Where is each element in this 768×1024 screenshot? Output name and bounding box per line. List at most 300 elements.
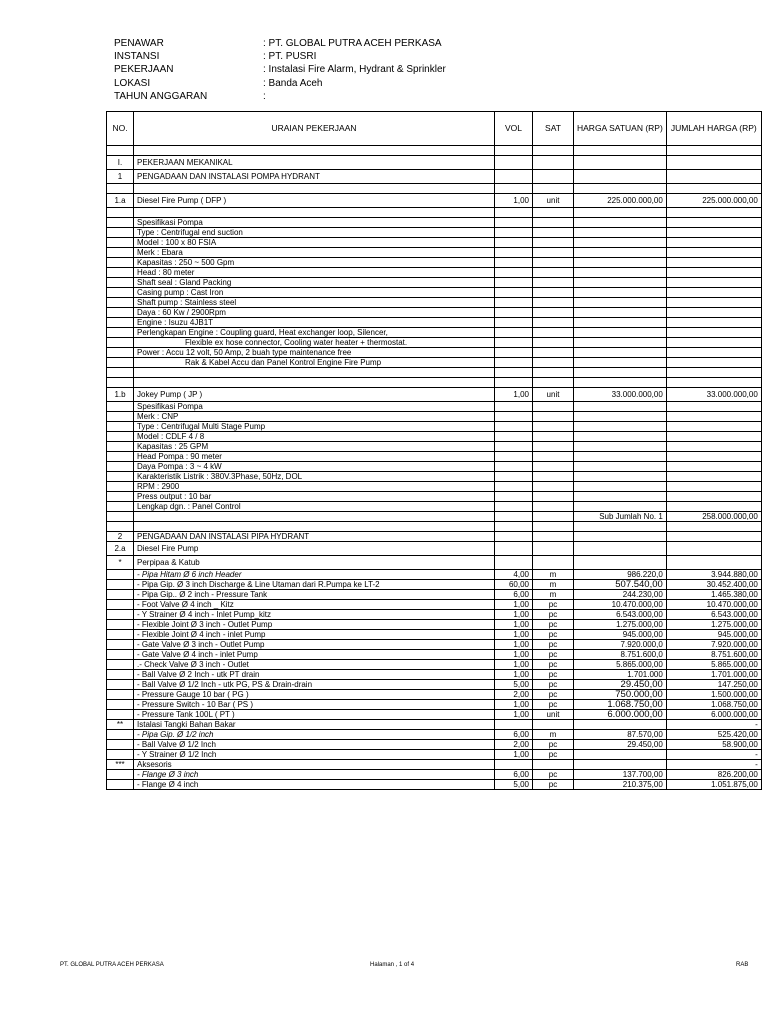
footer-company: PT. GLOBAL PUTRA ACEH PERKASA — [60, 962, 164, 968]
cell-sat — [533, 156, 574, 170]
cell-jumlah — [666, 156, 761, 170]
cell-vol: 5,00 — [495, 780, 533, 790]
column-header-jumlah: JUMLAH HARGA (RP) — [666, 112, 761, 146]
cell-harga: 750.000,00 — [574, 690, 667, 700]
table-row — [107, 610, 762, 620]
cell-uraian: Perlengkapan Engine : Coupling guard, Heat exchanger loop, Silencer, — [134, 328, 495, 338]
table-row — [107, 318, 762, 328]
cell-no — [107, 298, 134, 308]
cell-no — [107, 358, 134, 368]
cell-uraian: - Gate Valve Ø 3 inch - Outlet Pump — [134, 640, 495, 650]
cell-no — [107, 402, 134, 412]
footer-page-number: Halaman , 1 of 4 — [370, 962, 415, 968]
table-row — [107, 640, 762, 650]
cell-vol: 1,00 — [495, 388, 533, 402]
table-row — [107, 422, 762, 432]
cell-sat: unit — [533, 388, 574, 402]
cell-vol — [495, 522, 533, 532]
cell-sat — [533, 318, 574, 328]
table-row — [107, 670, 762, 680]
table-row — [107, 170, 762, 184]
table-row — [107, 700, 762, 710]
cell-sat — [533, 422, 574, 432]
table-row — [107, 258, 762, 268]
cell-no — [107, 184, 134, 194]
cell-sat: pc — [533, 780, 574, 790]
cell-harga: 29.450,00 — [574, 680, 667, 690]
cell-sat: pc — [533, 770, 574, 780]
cell-uraian: Daya : 60 Kw / 2900Rpm — [134, 308, 495, 318]
cell-vol — [495, 378, 533, 388]
cell-vol: 6,00 — [495, 590, 533, 600]
cell-jumlah — [666, 482, 761, 492]
cell-jumlah: 7.920.000,00 — [666, 640, 761, 650]
cell-vol — [495, 308, 533, 318]
cell-sat: pc — [533, 750, 574, 760]
table-row — [107, 184, 762, 194]
cell-vol — [495, 338, 533, 348]
cell-vol: 1,00 — [495, 650, 533, 660]
cell-harga — [574, 402, 667, 412]
table-row — [107, 432, 762, 442]
cell-no — [107, 710, 134, 720]
cell-vol: 1,00 — [495, 610, 533, 620]
table-row — [107, 378, 762, 388]
cell-sat — [533, 348, 574, 358]
cell-sat — [533, 442, 574, 452]
table-row — [107, 630, 762, 640]
cell-no — [107, 680, 134, 690]
cell-jumlah — [666, 338, 761, 348]
cell-vol — [495, 482, 533, 492]
cell-uraian: Flexible ex hose connector, Cooling water heater + thermostat. — [134, 338, 495, 348]
cell-jumlah — [666, 412, 761, 422]
cell-no — [107, 218, 134, 228]
cell-no: * — [107, 556, 134, 570]
cell-sat — [533, 532, 574, 542]
header-label: LOKASI — [114, 77, 151, 89]
table-row — [107, 502, 762, 512]
cell-no — [107, 630, 134, 640]
cell-uraian: - Pipa Hitam Ø 6 inch Header — [134, 570, 495, 580]
cell-sat: pc — [533, 740, 574, 750]
cell-harga — [574, 472, 667, 482]
cell-jumlah — [666, 502, 761, 512]
table-body — [107, 146, 762, 790]
cell-jumlah: 6.000.000,00 — [666, 710, 761, 720]
cell-sat — [533, 720, 574, 730]
cell-sat: pc — [533, 640, 574, 650]
cell-jumlah — [666, 402, 761, 412]
cell-jumlah: 147.250,00 — [666, 680, 761, 690]
cell-harga — [574, 218, 667, 228]
cell-no — [107, 146, 134, 156]
cell-vol — [495, 720, 533, 730]
cell-no — [107, 248, 134, 258]
cell-uraian: - Y Strainer Ø 4 inch - Inlet Pump_kitz — [134, 610, 495, 620]
cell-jumlah — [666, 422, 761, 432]
table-row — [107, 522, 762, 532]
cell-sat: m — [533, 730, 574, 740]
cell-uraian: Spesifikasi Pompa — [134, 218, 495, 228]
cell-vol — [495, 412, 533, 422]
cell-harga: 87.570,00 — [574, 730, 667, 740]
cell-jumlah — [666, 248, 761, 258]
cell-uraian: Aksesoris — [134, 760, 495, 770]
cell-vol: 1,00 — [495, 630, 533, 640]
cell-harga: 1.275.000,00 — [574, 620, 667, 630]
table-row — [107, 720, 762, 730]
cell-sat — [533, 482, 574, 492]
cell-harga — [574, 760, 667, 770]
cell-no: ** — [107, 720, 134, 730]
cell-sat — [533, 358, 574, 368]
cell-sat — [533, 298, 574, 308]
cell-no — [107, 770, 134, 780]
cell-sat — [533, 402, 574, 412]
cell-vol — [495, 348, 533, 358]
cell-vol: 6,00 — [495, 770, 533, 780]
cell-no — [107, 482, 134, 492]
rab-table — [106, 111, 762, 790]
cell-vol — [495, 208, 533, 218]
header-value: : PT. PUSRI — [263, 51, 317, 63]
cell-harga — [574, 170, 667, 184]
table-row — [107, 760, 762, 770]
cell-jumlah — [666, 522, 761, 532]
cell-sat: pc — [533, 680, 574, 690]
cell-sat — [533, 308, 574, 318]
cell-no — [107, 502, 134, 512]
header-value: : Banda Aceh — [263, 77, 323, 89]
cell-sat — [533, 452, 574, 462]
cell-vol: 5,00 — [495, 680, 533, 690]
table-row — [107, 268, 762, 278]
cell-no: 2.a — [107, 542, 134, 556]
cell-harga — [574, 258, 667, 268]
cell-uraian: .- Check Valve Ø 3 inch - Outlet — [134, 660, 495, 670]
table-row — [107, 368, 762, 378]
cell-uraian: PEKERJAAN MEKANIKAL — [134, 156, 495, 170]
cell-no — [107, 462, 134, 472]
cell-vol — [495, 156, 533, 170]
cell-jumlah: 1.701.000,00 — [666, 670, 761, 680]
cell-sat — [533, 208, 574, 218]
cell-no — [107, 348, 134, 358]
cell-uraian: - Y Strainer Ø 1/2 Inch — [134, 750, 495, 760]
cell-no — [107, 660, 134, 670]
table-row — [107, 620, 762, 630]
cell-uraian: Casing pump : Cast Iron — [134, 288, 495, 298]
cell-sat: pc — [533, 600, 574, 610]
cell-sat — [533, 412, 574, 422]
table-row — [107, 780, 762, 790]
cell-uraian: Type : Centrifugal Multi Stage Pump — [134, 422, 495, 432]
cell-jumlah — [666, 432, 761, 442]
cell-uraian: Press output : 10 bar — [134, 492, 495, 502]
table-row — [107, 156, 762, 170]
cell-no — [107, 750, 134, 760]
cell-harga: 6.543.000,00 — [574, 610, 667, 620]
cell-uraian: Kapasitas : 25 GPM — [134, 442, 495, 452]
cell-harga — [574, 184, 667, 194]
cell-harga — [574, 318, 667, 328]
cell-harga — [574, 348, 667, 358]
cell-jumlah — [666, 238, 761, 248]
table-row — [107, 740, 762, 750]
cell-no: 1.b — [107, 388, 134, 402]
cell-sat — [533, 492, 574, 502]
table-row — [107, 278, 762, 288]
cell-harga — [574, 208, 667, 218]
cell-vol: 2,00 — [495, 740, 533, 750]
cell-no — [107, 690, 134, 700]
cell-no — [107, 610, 134, 620]
cell-vol: 1,00 — [495, 600, 533, 610]
cell-sat — [533, 542, 574, 556]
cell-harga: 945.000,00 — [574, 630, 667, 640]
cell-vol: 1,00 — [495, 660, 533, 670]
document-header — [114, 37, 446, 103]
cell-no — [107, 650, 134, 660]
table-row — [107, 492, 762, 502]
cell-uraian: - Ball Valve Ø 2 Inch - utk PT drain — [134, 670, 495, 680]
cell-harga — [574, 328, 667, 338]
cell-uraian: Kapasitas : 250 ~ 500 Gpm — [134, 258, 495, 268]
cell-uraian: PENGADAAN DAN INSTALASI POMPA HYDRANT — [134, 170, 495, 184]
cell-vol: 2,00 — [495, 690, 533, 700]
cell-harga — [574, 556, 667, 570]
cell-jumlah: 525.420,00 — [666, 730, 761, 740]
cell-harga — [574, 308, 667, 318]
cell-sat — [533, 228, 574, 238]
cell-no — [107, 640, 134, 650]
table-row — [107, 660, 762, 670]
cell-uraian: - Pressure Tank 100L ( PT ) — [134, 710, 495, 720]
table-row — [107, 348, 762, 358]
cell-vol — [495, 248, 533, 258]
cell-no — [107, 700, 134, 710]
cell-harga — [574, 542, 667, 556]
cell-no — [107, 730, 134, 740]
cell-uraian: - Foot Valve Ø 4 inch _ Kitz — [134, 600, 495, 610]
cell-harga — [574, 492, 667, 502]
cell-vol: 1,00 — [495, 670, 533, 680]
cell-uraian: - Pressure Switch - 10 Bar ( PS ) — [134, 700, 495, 710]
cell-no — [107, 228, 134, 238]
cell-harga: 210.375,00 — [574, 780, 667, 790]
cell-sat: pc — [533, 660, 574, 670]
cell-jumlah: 826.200,00 — [666, 770, 761, 780]
cell-sat: pc — [533, 650, 574, 660]
cell-jumlah — [666, 492, 761, 502]
cell-harga: 33.000.000,00 — [574, 388, 667, 402]
cell-sat: m — [533, 570, 574, 580]
table-row — [107, 298, 762, 308]
cell-jumlah — [666, 542, 761, 556]
cell-jumlah: 8.751.600,00 — [666, 650, 761, 660]
table-row — [107, 650, 762, 660]
header-label: TAHUN ANGGARAN — [114, 90, 208, 102]
cell-uraian: Type : Centrifugal end suction — [134, 228, 495, 238]
cell-no — [107, 590, 134, 600]
table-row — [107, 218, 762, 228]
cell-jumlah — [666, 452, 761, 462]
cell-uraian: Diesel Fire Pump — [134, 542, 495, 556]
cell-sat: m — [533, 590, 574, 600]
cell-vol — [495, 422, 533, 432]
cell-jumlah: - — [666, 720, 761, 730]
table-row — [107, 288, 762, 298]
cell-no — [107, 522, 134, 532]
cell-harga — [574, 750, 667, 760]
cell-no — [107, 670, 134, 680]
cell-uraian: Spesifikasi Pompa — [134, 402, 495, 412]
cell-jumlah — [666, 462, 761, 472]
cell-uraian: Jokey Pump ( JP ) — [134, 388, 495, 402]
cell-jumlah — [666, 228, 761, 238]
table-row — [107, 194, 762, 208]
cell-harga — [574, 422, 667, 432]
cell-harga: 1.068.750,00 — [574, 700, 667, 710]
cell-vol — [495, 318, 533, 328]
cell-sat: unit — [533, 194, 574, 208]
table-row — [107, 556, 762, 570]
cell-uraian — [134, 522, 495, 532]
table-row — [107, 452, 762, 462]
cell-vol — [495, 556, 533, 570]
cell-uraian: Diesel Fire Pump ( DFP ) — [134, 194, 495, 208]
cell-jumlah: 3.944.880,00 — [666, 570, 761, 580]
cell-no — [107, 422, 134, 432]
cell-jumlah: 1.051.875,00 — [666, 780, 761, 790]
cell-jumlah: 1.068.750,00 — [666, 700, 761, 710]
cell-uraian: Head : 80 meter — [134, 268, 495, 278]
table-row — [107, 358, 762, 368]
cell-harga: Sub Jumlah No. 1 — [574, 512, 667, 522]
cell-harga — [574, 720, 667, 730]
cell-vol — [495, 268, 533, 278]
cell-vol — [495, 328, 533, 338]
table-row — [107, 532, 762, 542]
cell-jumlah — [666, 348, 761, 358]
cell-jumlah: 58.900,00 — [666, 740, 761, 750]
cell-no: 1.a — [107, 194, 134, 208]
cell-jumlah: 30.452.400,00 — [666, 580, 761, 590]
cell-sat: unit — [533, 710, 574, 720]
table-row — [107, 442, 762, 452]
cell-sat: m — [533, 580, 574, 590]
cell-harga — [574, 522, 667, 532]
cell-sat — [533, 378, 574, 388]
cell-sat — [533, 288, 574, 298]
cell-no — [107, 780, 134, 790]
cell-uraian: PENGADAAN DAN INSTALASI PIPA HYDRANT — [134, 532, 495, 542]
cell-jumlah — [666, 218, 761, 228]
cell-harga — [574, 532, 667, 542]
cell-no — [107, 570, 134, 580]
cell-jumlah — [666, 442, 761, 452]
cell-uraian: Model : 100 x 80 FSIA — [134, 238, 495, 248]
cell-harga — [574, 268, 667, 278]
cell-vol: 1,00 — [495, 194, 533, 208]
cell-uraian: Karakteristik Listrik : 380V.3Phase, 50Hz, DOL — [134, 472, 495, 482]
cell-sat: pc — [533, 610, 574, 620]
cell-jumlah: 6.543.000,00 — [666, 610, 761, 620]
cell-harga — [574, 298, 667, 308]
cell-sat — [533, 502, 574, 512]
table-row — [107, 600, 762, 610]
cell-no — [107, 740, 134, 750]
cell-no — [107, 442, 134, 452]
cell-vol — [495, 358, 533, 368]
cell-uraian — [134, 378, 495, 388]
cell-sat — [533, 258, 574, 268]
cell-no — [107, 432, 134, 442]
cell-vol — [495, 278, 533, 288]
cell-harga — [574, 156, 667, 170]
table-row — [107, 570, 762, 580]
cell-no — [107, 278, 134, 288]
cell-jumlah — [666, 288, 761, 298]
cell-harga — [574, 146, 667, 156]
cell-uraian: Power : Accu 12 volt, 50 Amp, 2 buah type maintenance free — [134, 348, 495, 358]
cell-harga: 986.220,0 — [574, 570, 667, 580]
cell-harga: 7.920.000,0 — [574, 640, 667, 650]
cell-sat — [533, 432, 574, 442]
cell-jumlah — [666, 268, 761, 278]
cell-sat — [533, 170, 574, 184]
cell-harga: 225.000.000,00 — [574, 194, 667, 208]
cell-jumlah: - — [666, 760, 761, 770]
table-row — [107, 542, 762, 556]
cell-uraian — [134, 208, 495, 218]
cell-harga — [574, 368, 667, 378]
cell-vol: 60,00 — [495, 580, 533, 590]
cell-harga — [574, 338, 667, 348]
cell-uraian — [134, 146, 495, 156]
cell-sat — [533, 338, 574, 348]
cell-vol — [495, 502, 533, 512]
cell-vol: 4,00 — [495, 570, 533, 580]
cell-jumlah: 945.000,00 — [666, 630, 761, 640]
cell-uraian: Shaft pump : Stainless steel — [134, 298, 495, 308]
cell-no: *** — [107, 760, 134, 770]
cell-uraian: Head Pompa : 90 meter — [134, 452, 495, 462]
cell-uraian: Lengkap dgn. : Panel Control — [134, 502, 495, 512]
header-row — [114, 37, 446, 50]
cell-uraian: Shaft seal : Gland Packing — [134, 278, 495, 288]
cell-vol — [495, 462, 533, 472]
cell-no — [107, 512, 134, 522]
cell-uraian: Istalasi Tangki Bahan Bakar — [134, 720, 495, 730]
cell-uraian: - Pipa Gip. Ø 3 inch Discharge & Line Utaman dari R.Pumpa ke LT-2 — [134, 580, 495, 590]
cell-no — [107, 338, 134, 348]
cell-jumlah: 5.865.000,00 — [666, 660, 761, 670]
cell-vol — [495, 228, 533, 238]
cell-vol — [495, 218, 533, 228]
cell-sat — [533, 556, 574, 570]
table-row — [107, 770, 762, 780]
cell-no — [107, 368, 134, 378]
cell-harga — [574, 238, 667, 248]
cell-vol: 1,00 — [495, 700, 533, 710]
table-row — [107, 680, 762, 690]
cell-no — [107, 258, 134, 268]
cell-harga: 29.450,00 — [574, 740, 667, 750]
cell-no — [107, 328, 134, 338]
cell-jumlah — [666, 278, 761, 288]
